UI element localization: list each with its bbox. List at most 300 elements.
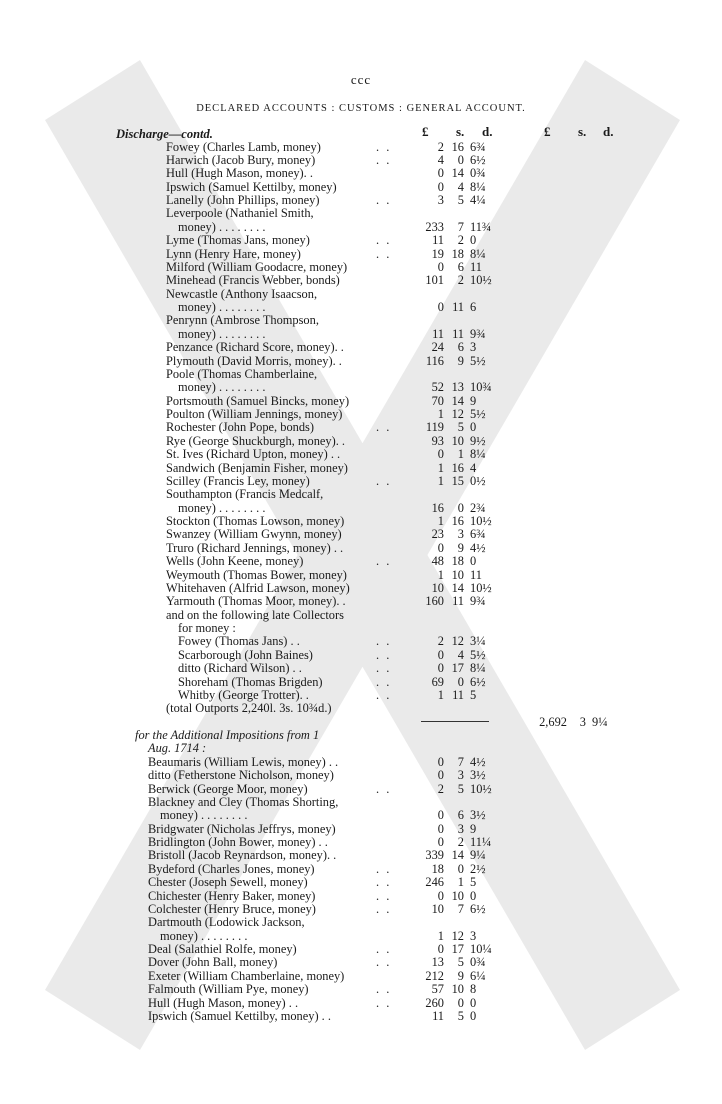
row-label: Poole (Thomas Chamberlaine,	[166, 366, 318, 381]
account-row	[0, 555, 722, 568]
amount-shillings: 5	[457, 193, 464, 207]
col-header-total-pounds: £	[544, 124, 551, 139]
amount-pence: 11¼	[470, 835, 492, 849]
amount-shillings: 14	[451, 393, 464, 408]
amount-pounds: 233	[425, 219, 444, 234]
row-label: money) . . . . . . . .	[178, 219, 266, 234]
amount-pounds: 119	[425, 420, 444, 435]
row-label: Portsmouth (Samuel Bincks, money)	[166, 393, 350, 408]
amount-pence: 6½	[470, 901, 486, 916]
amount-pounds: 246	[425, 875, 444, 890]
amount-shillings: 11	[452, 300, 464, 314]
amount-shillings: 5	[457, 1008, 464, 1023]
amount-pence: 5½	[470, 647, 486, 662]
amount-pounds: 0	[437, 942, 444, 956]
amount-pence: 6¼	[470, 968, 486, 983]
amount-pence: 8¼	[470, 447, 486, 462]
account-row	[0, 716, 722, 729]
row-label: Rye (George Shuckburgh, money). .	[166, 433, 346, 448]
row-label: Lanelly (John Phillips, money)	[166, 193, 320, 207]
total-pence: 9¼	[592, 714, 608, 729]
row-label: Stockton (Thomas Lowson, money)	[166, 514, 345, 528]
row-label: Leverpoole (Nathaniel Smith,	[166, 206, 314, 221]
row-label: Sandwich (Benjamin Fisher, money)	[166, 460, 348, 475]
amount-pence: 4½	[470, 754, 486, 769]
amount-pounds: 0	[437, 768, 444, 783]
amount-pounds: 1	[437, 567, 444, 582]
row-label: Newcastle (Anthony Isaacson,	[166, 286, 318, 301]
row-label: Whitehaven (Alfrid Lawson, money)	[166, 580, 350, 595]
row-label: Swanzey (William Gwynn, money)	[166, 527, 342, 542]
amount-pence: 0	[470, 995, 477, 1010]
amount-pounds: 23	[431, 527, 444, 542]
amount-pounds: 11	[432, 326, 444, 341]
amount-pence: 5	[470, 875, 477, 890]
account-row	[0, 609, 722, 622]
amount-pence: 9	[470, 821, 477, 836]
leader-dots: . .	[376, 152, 392, 167]
amount-pounds: 0	[437, 540, 444, 555]
leader-dots: . .	[376, 554, 392, 569]
row-label: Scarborough (John Baines)	[178, 647, 313, 662]
leader-dots: . .	[376, 955, 392, 970]
row-label: Beaumaris (William Lewis, money) . .	[148, 754, 339, 769]
account-row	[0, 729, 722, 742]
amount-pounds: 4	[437, 152, 444, 167]
account-row	[0, 622, 722, 635]
amount-shillings: 6	[457, 808, 464, 823]
leader-dots: . .	[376, 634, 392, 649]
section-heading: Discharge—contd.	[116, 127, 213, 141]
amount-pounds: 13	[431, 955, 444, 970]
account-rows	[0, 141, 722, 1024]
account-row	[0, 301, 722, 314]
amount-pence: 5	[470, 687, 477, 702]
amount-pounds: 1	[437, 460, 444, 475]
leader-dots: . .	[376, 781, 392, 796]
amount-shillings: 3	[457, 821, 464, 836]
account-row	[0, 635, 722, 648]
amount-pence: 3	[470, 928, 477, 943]
amount-pence: 8¼	[470, 179, 486, 194]
running-title: DECLARED ACCOUNTS : CUSTOMS : GENERAL ACCOUNT.	[196, 103, 526, 114]
account-row	[0, 1010, 722, 1023]
amount-shillings: 14	[451, 848, 464, 863]
account-row	[0, 595, 722, 608]
leader-dots: . .	[376, 901, 392, 916]
amount-shillings: 3	[457, 527, 464, 542]
amount-shillings: 0	[457, 995, 464, 1010]
row-label: Bydeford (Charles Jones, money)	[148, 861, 315, 876]
account-row	[0, 141, 722, 154]
amount-pence: 0	[470, 420, 477, 435]
amount-shillings: 2	[457, 233, 464, 248]
amount-pounds: 69	[431, 674, 444, 689]
account-row	[0, 836, 722, 849]
row-label: Weymouth (Thomas Bower, money)	[166, 567, 347, 582]
col-header-shillings: s.	[456, 124, 465, 139]
account-row	[0, 849, 722, 862]
col-header-pence: d.	[482, 124, 493, 139]
col-header-pounds: £	[422, 124, 429, 139]
amount-pence: 3½	[470, 808, 486, 823]
amount-pounds: 52	[431, 380, 444, 395]
account-row	[0, 314, 722, 327]
amount-pounds: 0	[437, 808, 444, 823]
amount-pence: 10¼	[470, 942, 492, 956]
amount-pence: 10½	[470, 273, 492, 288]
account-row	[0, 876, 722, 889]
amount-shillings: 10	[451, 433, 464, 448]
amount-pence: 9¾	[470, 594, 486, 609]
amount-shillings: 2	[457, 835, 464, 849]
account-row	[0, 689, 722, 702]
account-row	[0, 261, 722, 274]
amount-pounds: 2	[437, 139, 444, 154]
amount-pence: 0½	[470, 473, 486, 488]
row-label: Deal (Salathiel Rolfe, money)	[148, 942, 297, 956]
amount-pounds: 116	[425, 353, 444, 368]
row-label: Yarmouth (Thomas Moor, money). .	[166, 594, 346, 609]
account-row	[0, 248, 722, 261]
row-label: Fowey (Charles Lamb, money)	[166, 139, 321, 154]
amount-pence: 11	[470, 259, 482, 274]
leader-dots: . .	[376, 647, 392, 662]
row-label: Dover (John Ball, money)	[148, 955, 278, 970]
row-label: Harwich (Jacob Bury, money)	[166, 152, 316, 167]
row-label: Ipswich (Samuel Kettilby, money)	[166, 179, 337, 194]
row-label: Exeter (William Chamberlaine, money)	[148, 968, 345, 983]
account-row	[0, 742, 722, 755]
row-label: Chester (Joseph Sewell, money)	[148, 875, 308, 890]
row-label: Bridlington (John Bower, money) . .	[148, 835, 328, 849]
account-row	[0, 756, 722, 769]
amount-shillings: 18	[451, 246, 464, 261]
account-row	[0, 475, 722, 488]
amount-shillings: 7	[457, 754, 464, 769]
amount-shillings: 13	[451, 380, 464, 395]
leader-dots: . .	[376, 982, 392, 997]
amount-shillings: 16	[451, 460, 464, 475]
account-row	[0, 542, 722, 555]
amount-pounds: 0	[437, 166, 444, 181]
amount-shillings: 4	[457, 647, 464, 662]
amount-pounds: 3	[437, 193, 444, 207]
account-row	[0, 769, 722, 782]
account-row	[0, 181, 722, 194]
account-row	[0, 809, 722, 822]
row-label: Chichester (Henry Baker, money)	[148, 888, 316, 903]
account-row	[0, 381, 722, 394]
row-label: Shoreham (Thomas Brigden)	[178, 674, 323, 689]
account-row	[0, 288, 722, 301]
row-label: Fowey (Thomas Jans) . .	[178, 634, 300, 649]
amount-pence: 3	[470, 340, 477, 355]
amount-pounds: 0	[437, 754, 444, 769]
amount-shillings: 0	[457, 861, 464, 876]
amount-pounds: 2	[437, 781, 444, 796]
amount-pounds: 0	[437, 300, 444, 314]
amount-shillings: 16	[451, 514, 464, 528]
row-label: Ipswich (Samuel Kettilby, money) . .	[148, 1008, 331, 1023]
amount-pence: 6½	[470, 674, 486, 689]
amount-pence: 4¼	[470, 193, 486, 207]
account-row	[0, 983, 722, 996]
account-row	[0, 408, 722, 421]
account-row	[0, 970, 722, 983]
row-label: Aug. 1714 :	[148, 741, 207, 756]
amount-pounds: 0	[437, 888, 444, 903]
account-row	[0, 368, 722, 381]
amount-pounds: 10	[431, 901, 444, 916]
row-label: ditto (Richard Wilson) . .	[178, 661, 302, 676]
amount-shillings: 12	[451, 928, 464, 943]
amount-pence: 6	[470, 300, 477, 314]
row-label: Hull (Hugh Mason, money) . .	[148, 995, 299, 1010]
account-row	[0, 274, 722, 287]
amount-pounds: 11	[432, 1008, 444, 1023]
amount-pence: 11¾	[470, 219, 492, 234]
amount-shillings: 14	[451, 166, 464, 181]
amount-pence: 3¼	[470, 634, 486, 649]
amount-pounds: 18	[431, 861, 444, 876]
leader-dots: . .	[376, 420, 392, 435]
amount-pence: 10¾	[470, 380, 492, 395]
account-row	[0, 528, 722, 541]
amount-shillings: 6	[457, 259, 464, 274]
leader-dots: . .	[376, 233, 392, 248]
leader-dots: . .	[376, 995, 392, 1010]
account-row	[0, 956, 722, 969]
page-number: ccc	[350, 72, 372, 87]
amount-pence: 0	[470, 888, 477, 903]
amount-pence: 0¾	[470, 166, 486, 181]
account-row	[0, 930, 722, 943]
row-label: Falmouth (William Pye, money)	[148, 982, 309, 997]
amount-pence: 0	[470, 1008, 477, 1023]
amount-pounds: 19	[431, 246, 444, 261]
row-label: money) . . . . . . . .	[160, 928, 248, 943]
leader-dots: . .	[376, 193, 392, 207]
amount-shillings: 10	[451, 567, 464, 582]
amount-pence: 11	[470, 567, 482, 582]
amount-pounds: 0	[437, 179, 444, 194]
amount-pounds: 1	[437, 407, 444, 421]
account-row	[0, 943, 722, 956]
row-label: for money :	[178, 621, 236, 635]
row-label: ditto (Fetherstone Nicholson, money)	[148, 768, 334, 783]
row-label: Whitby (George Trotter). .	[178, 687, 309, 702]
amount-pence: 4½	[470, 540, 486, 555]
account-row	[0, 863, 722, 876]
amount-shillings: 5	[457, 420, 464, 435]
account-row	[0, 328, 722, 341]
row-label: Minehead (Francis Webber, bonds)	[166, 273, 340, 288]
amount-pence: 5½	[470, 353, 486, 368]
amount-shillings: 11	[452, 326, 464, 341]
row-label: Wells (John Keene, money)	[166, 554, 304, 569]
account-row	[0, 997, 722, 1010]
row-label: Lynn (Henry Hare, money)	[166, 246, 301, 261]
account-row	[0, 207, 722, 220]
row-label: Dartmouth (Lodowick Jackson,	[148, 915, 305, 930]
row-label: money) . . . . . . . .	[160, 808, 248, 823]
amount-shillings: 0	[457, 674, 464, 689]
account-row	[0, 502, 722, 515]
amount-pounds: 0	[437, 259, 444, 274]
account-row	[0, 916, 722, 929]
amount-pence: 9¾	[470, 326, 486, 341]
leader-dots: . .	[376, 473, 392, 488]
amount-pounds: 24	[431, 340, 444, 355]
row-label: Milford (William Goodacre, money)	[166, 259, 348, 274]
amount-pounds: 2	[437, 634, 444, 649]
amount-shillings: 9	[457, 540, 464, 555]
amount-shillings: 10	[451, 982, 464, 997]
amount-shillings: 17	[451, 942, 464, 956]
row-label: Scilley (Francis Ley, money)	[166, 473, 310, 488]
amount-shillings: 7	[457, 219, 464, 234]
amount-pence: 0¾	[470, 955, 486, 970]
amount-pence: 5½	[470, 407, 486, 421]
amount-pounds: 10	[431, 580, 444, 595]
account-row	[0, 823, 722, 836]
account-row	[0, 421, 722, 434]
account-row	[0, 234, 722, 247]
account-row	[0, 676, 722, 689]
amount-shillings: 2	[457, 273, 464, 288]
row-label: Truro (Richard Jennings, money) . .	[166, 540, 344, 555]
amount-pence: 9½	[470, 433, 486, 448]
row-label: Berwick (George Moor, money)	[148, 781, 308, 796]
amount-shillings: 3	[457, 768, 464, 783]
account-row	[0, 395, 722, 408]
account-row	[0, 783, 722, 796]
amount-pounds: 0	[437, 647, 444, 662]
amount-shillings: 14	[451, 580, 464, 595]
leader-dots: . .	[376, 888, 392, 903]
account-row	[0, 435, 722, 448]
amount-pence: 0	[470, 554, 477, 569]
row-label: Poulton (William Jennings, money)	[166, 407, 343, 421]
amount-shillings: 11	[452, 687, 464, 702]
leader-dots: . .	[376, 687, 392, 702]
row-label: Penrynn (Ambrose Thompson,	[166, 313, 319, 328]
amount-shillings: 1	[457, 875, 464, 890]
amount-pence: 4	[470, 460, 477, 475]
amount-shillings: 12	[451, 634, 464, 649]
row-label: Bridgwater (Nicholas Jeffrys, money)	[148, 821, 336, 836]
amount-shillings: 18	[451, 554, 464, 569]
amount-pounds: 57	[431, 982, 444, 997]
amount-pounds: 1	[437, 514, 444, 528]
leader-dots: . .	[376, 875, 392, 890]
account-row	[0, 167, 722, 180]
row-label: Hull (Hugh Mason, money). .	[166, 166, 313, 181]
amount-pounds: 212	[425, 968, 444, 983]
amount-pounds: 0	[437, 447, 444, 462]
amount-shillings: 17	[451, 661, 464, 676]
account-row	[0, 890, 722, 903]
col-header-total-shillings: s.	[578, 124, 587, 139]
total-pounds: 2,692	[539, 714, 567, 729]
amount-pence: 8¼	[470, 661, 486, 676]
account-row	[0, 194, 722, 207]
amount-pounds: 160	[425, 594, 444, 609]
amount-shillings: 5	[457, 955, 464, 970]
account-row	[0, 662, 722, 675]
row-label: Rochester (John Pope, bonds)	[166, 420, 314, 435]
amount-shillings: 9	[457, 353, 464, 368]
amount-pounds: 0	[437, 821, 444, 836]
account-row	[0, 796, 722, 809]
amount-pounds: 1	[437, 473, 444, 488]
amount-pence: 6¾	[470, 527, 486, 542]
row-label: money) . . . . . . . .	[178, 500, 266, 515]
amount-pounds: 0	[437, 835, 444, 849]
amount-shillings: 1	[457, 447, 464, 462]
col-header-total-pence: d.	[603, 124, 614, 139]
amount-pence: 10½	[470, 781, 492, 796]
amount-pounds: 48	[431, 554, 444, 569]
row-label: money) . . . . . . . .	[178, 380, 266, 395]
account-row	[0, 569, 722, 582]
account-row	[0, 462, 722, 475]
account-row	[0, 582, 722, 595]
amount-pence: 3½	[470, 768, 486, 783]
amount-pence: 9	[470, 393, 477, 408]
row-label: St. Ives (Richard Upton, money) . .	[166, 447, 341, 462]
row-label: Colchester (Henry Bruce, money)	[148, 901, 316, 916]
account-row	[0, 515, 722, 528]
amount-pence: 6¾	[470, 139, 486, 154]
row-label: money) . . . . . . . .	[178, 300, 266, 314]
amount-pounds: 11	[432, 233, 444, 248]
amount-shillings: 7	[457, 901, 464, 916]
row-label: Lyme (Thomas Jans, money)	[166, 233, 310, 248]
subtotal-rule	[421, 721, 489, 722]
amount-pounds: 339	[425, 848, 444, 863]
account-row	[0, 355, 722, 368]
amount-pence: 10½	[470, 580, 492, 595]
amount-pounds: 0	[437, 661, 444, 676]
amount-pounds: 1	[437, 687, 444, 702]
amount-pence: 2¾	[470, 500, 486, 515]
amount-shillings: 10	[451, 888, 464, 903]
account-row	[0, 448, 722, 461]
leader-dots: . .	[376, 139, 392, 154]
amount-shillings: 6	[457, 340, 464, 355]
row-label: Southampton (Francis Medcalf,	[166, 487, 324, 502]
amount-pence: 8¼	[470, 246, 486, 261]
amount-shillings: 9	[457, 968, 464, 983]
account-row	[0, 221, 722, 234]
amount-pence: 6½	[470, 152, 486, 167]
account-row	[0, 488, 722, 501]
row-label: Plymouth (David Morris, money). .	[166, 353, 342, 368]
leader-dots: . .	[376, 246, 392, 261]
amount-shillings: 12	[451, 407, 464, 421]
leader-dots: . .	[376, 661, 392, 676]
row-label: money) . . . . . . . .	[178, 326, 266, 341]
amount-pounds: 93	[431, 433, 444, 448]
amount-pounds: 260	[425, 995, 444, 1010]
account-row	[0, 903, 722, 916]
amount-pounds: 70	[431, 393, 444, 408]
amount-shillings: 16	[451, 139, 464, 154]
amount-pence: 0	[470, 233, 477, 248]
amount-shillings: 4	[457, 179, 464, 194]
